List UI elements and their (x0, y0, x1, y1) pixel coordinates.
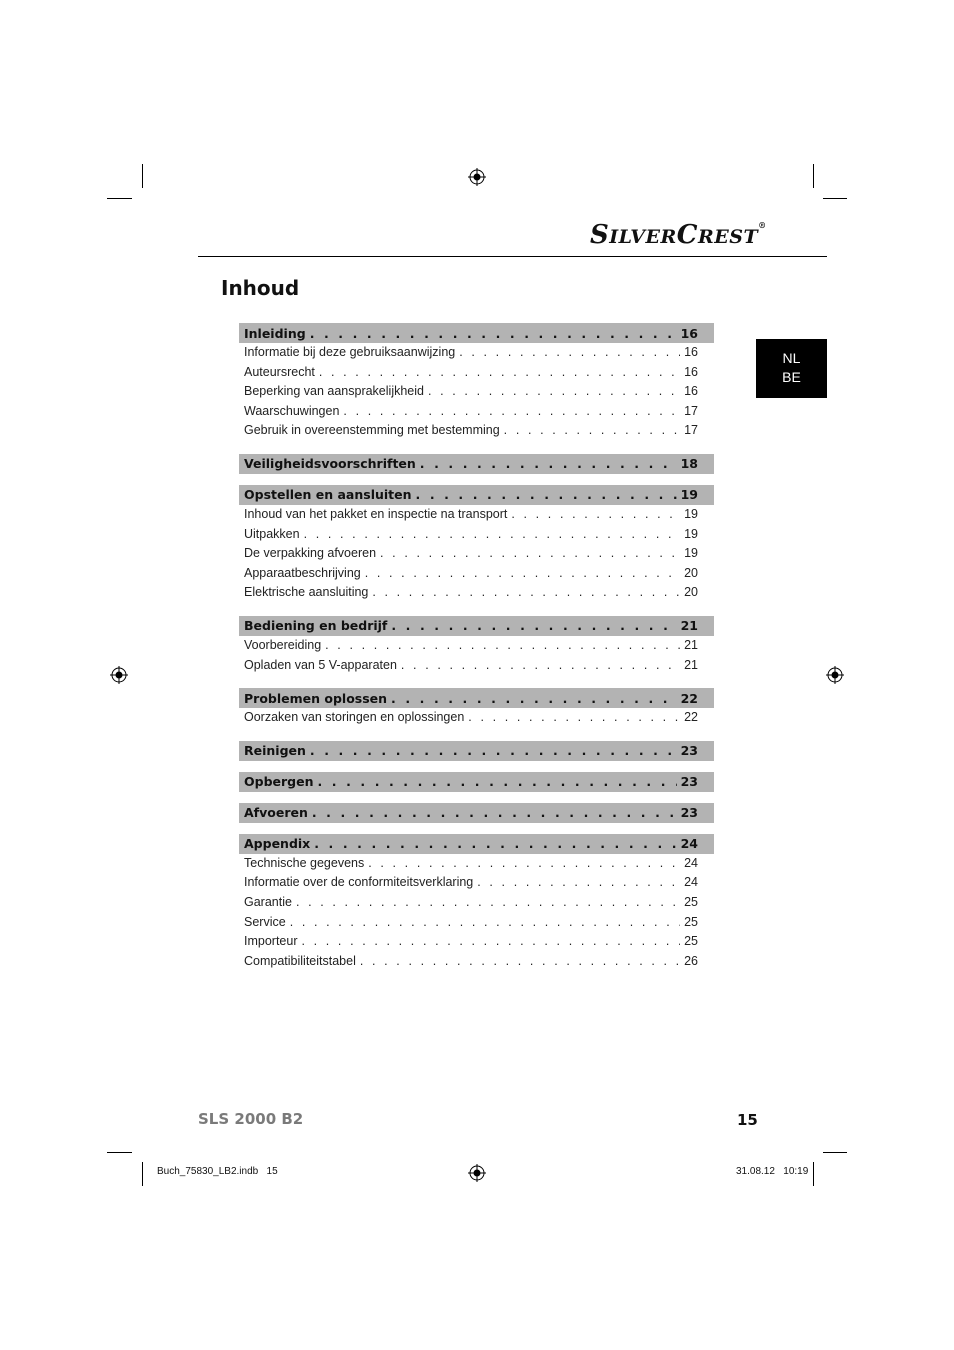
toc-section-header (239, 616, 714, 636)
crop-mark (142, 1162, 143, 1186)
toc-section-title: Reinigen (244, 743, 306, 759)
toc-section-header (239, 803, 714, 823)
toc-section-title: Veiligheidsvoorschriften (244, 456, 416, 472)
toc-page-number: 23 (680, 774, 698, 790)
toc-page-number: 21 (684, 637, 698, 652)
toc-entry-label: Technische gegevens (244, 855, 365, 870)
toc-page-number: 19 (684, 526, 698, 541)
footer-model-number: SLS 2000 B2 (198, 1110, 304, 1128)
toc-entry-label: Apparaatbeschrijving (244, 565, 361, 580)
toc-entry (239, 404, 714, 424)
toc-section (239, 323, 714, 443)
language-badge (756, 339, 827, 398)
toc-section-header (239, 485, 714, 505)
toc-entry-label: Voorbereiding (244, 637, 322, 652)
toc-page-number: 21 (680, 618, 698, 634)
toc-entry (239, 585, 714, 605)
toc-entry (239, 856, 714, 876)
toc-section-title: Opbergen (244, 774, 314, 790)
toc-section-title: Opstellen en aansluiten (244, 487, 412, 503)
toc-entry-label: Auteursrecht (244, 364, 315, 379)
toc-entry (239, 934, 714, 954)
toc-section-title: Bediening en bedrijf (244, 618, 388, 634)
toc-entry (239, 895, 714, 915)
registration-mark-icon (468, 1164, 486, 1182)
registration-mark-icon (826, 666, 844, 684)
toc-page-number: 20 (684, 585, 698, 600)
toc-section-title: Appendix (244, 836, 311, 852)
toc-page-number: 20 (684, 565, 698, 580)
page-title: Inhoud (221, 276, 300, 300)
toc-entry-label: Elektrische aansluiting (244, 585, 369, 600)
toc-section (239, 834, 714, 974)
toc-section (239, 454, 714, 474)
toc-page-number: 19 (684, 546, 698, 561)
toc-entry (239, 638, 714, 658)
crop-mark (107, 198, 132, 199)
language-code: NL (782, 350, 801, 366)
toc-entry (239, 345, 714, 365)
toc-entry-label: Compatibiliteitstabel (244, 953, 356, 968)
toc-entry-label: Waarschuwingen (244, 403, 340, 418)
toc-entry (239, 954, 714, 974)
silvercrest-logo: SILVERCREST® (590, 220, 767, 250)
toc-entry (239, 507, 714, 527)
toc-page-number: 26 (684, 953, 698, 968)
table-of-contents (239, 323, 714, 973)
registration-mark-icon (110, 666, 128, 684)
toc-entry (239, 710, 714, 730)
toc-section-header (239, 772, 714, 792)
crop-mark (142, 164, 143, 188)
toc-page-number: 22 (684, 710, 698, 725)
toc-page-number: 19 (684, 506, 698, 521)
toc-section-header (239, 323, 714, 343)
toc-page-number: 24 (684, 855, 698, 870)
toc-page-number: 18 (680, 456, 698, 472)
toc-page-number: 16 (684, 345, 698, 359)
toc-page-number: 24 (684, 875, 698, 890)
print-slug-file: Buch_75830_LB2.indb 15 (157, 1166, 278, 1177)
toc-entry-label: Opladen van 5 V-apparaten (244, 657, 397, 672)
toc-section-header (239, 688, 714, 708)
crop-mark (107, 1152, 132, 1153)
toc-entry (239, 566, 714, 586)
toc-page-number: 23 (680, 805, 698, 821)
toc-page-number: 25 (684, 934, 698, 949)
registration-mark-icon (468, 168, 486, 186)
language-code: BE (782, 369, 801, 385)
footer-page-number: 15 (737, 1111, 758, 1129)
toc-page-number: 23 (680, 743, 698, 759)
toc-page-number: 19 (680, 487, 698, 503)
toc-entry-label: De verpakking afvoeren (244, 546, 377, 561)
toc-page-number: 16 (684, 364, 698, 379)
crop-mark (813, 1162, 814, 1186)
print-slug-datetime: 31.08.12 10:19 (736, 1166, 809, 1177)
toc-section (239, 485, 714, 605)
toc-section-title: Problemen oplossen (244, 690, 388, 706)
toc-entry-label: Inhoud van het pakket en inspectie na transport (244, 506, 508, 521)
toc-section (239, 616, 714, 677)
toc-entry (239, 915, 714, 935)
toc-entry (239, 365, 714, 385)
toc-entry (239, 546, 714, 566)
toc-page-number: 25 (684, 914, 698, 929)
crop-mark (823, 1152, 847, 1153)
toc-entry-label: Uitpakken (244, 526, 300, 541)
toc-entry-label: Informatie over de conformiteitsverklaring (244, 875, 474, 890)
toc-page-number: 17 (684, 403, 698, 418)
toc-section-title: Afvoeren (244, 805, 308, 821)
toc-entry-label: Gebruik in overeenstemming met bestemming (244, 423, 500, 438)
toc-section (239, 803, 714, 823)
toc-section-header (239, 834, 714, 854)
toc-page-number: 17 (684, 423, 698, 438)
toc-entry-label: Informatie bij deze gebruiksaanwijzing (244, 345, 456, 359)
toc-page-number: 16 (684, 384, 698, 399)
toc-section-header (239, 741, 714, 761)
toc-entry (239, 527, 714, 547)
toc-entry-label: Service (244, 914, 286, 929)
toc-page-number: 21 (684, 657, 698, 672)
toc-section-header (239, 454, 714, 474)
toc-entry-label: Importeur (244, 934, 298, 949)
toc-entry (239, 875, 714, 895)
toc-page-number: 24 (680, 836, 698, 852)
toc-entry-label: Oorzaken van storingen en oplossingen (244, 710, 465, 725)
toc-section-title: Inleiding (244, 325, 306, 341)
toc-entry (239, 658, 714, 678)
crop-mark (823, 198, 847, 199)
toc-entry (239, 423, 714, 443)
crop-mark (813, 164, 814, 188)
toc-section (239, 688, 714, 730)
toc-section (239, 741, 714, 761)
toc-entry (239, 384, 714, 404)
toc-page-number: 25 (684, 894, 698, 909)
toc-page-number: 22 (680, 690, 698, 706)
toc-section (239, 772, 714, 792)
toc-entry-label: Beperking van aansprakelijkheid (244, 384, 424, 399)
toc-page-number: 16 (680, 325, 698, 341)
header-rule (198, 256, 827, 257)
toc-entry-label: Garantie (244, 894, 292, 909)
